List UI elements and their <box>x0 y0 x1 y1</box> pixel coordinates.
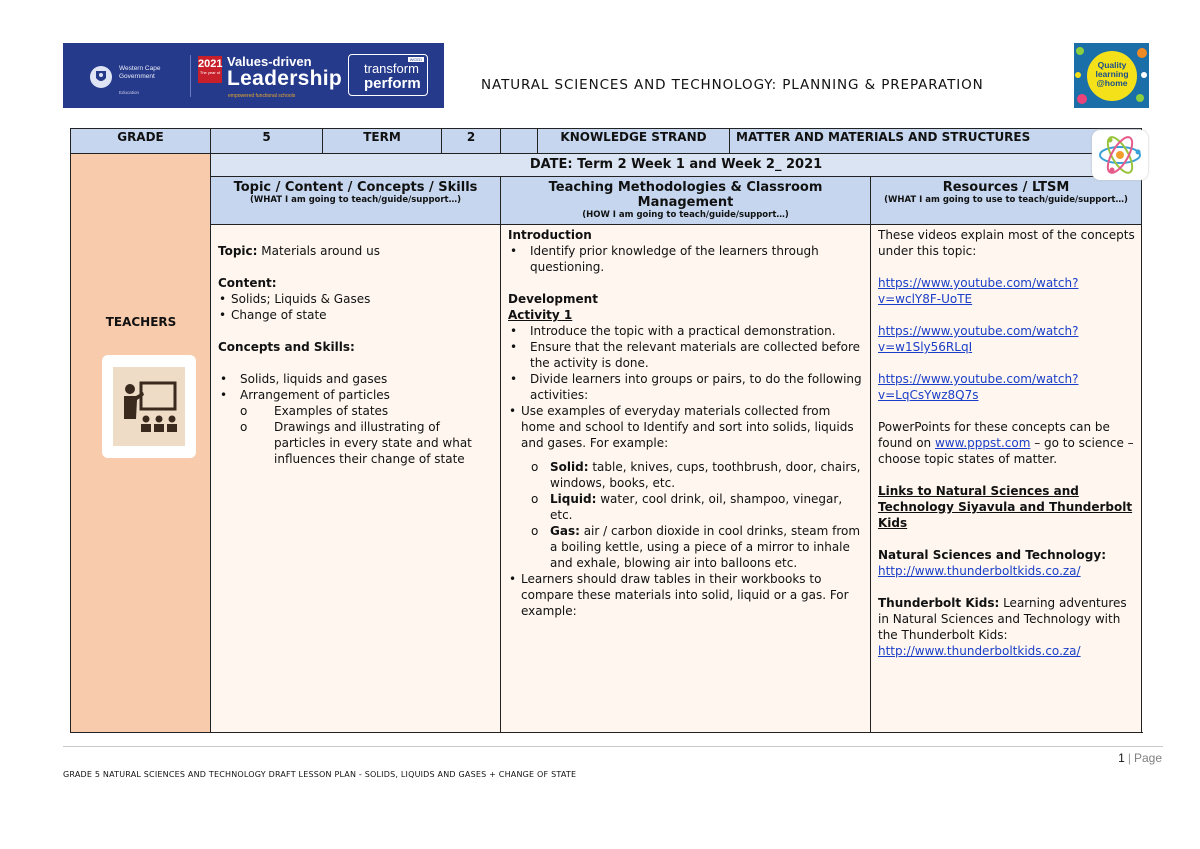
year-badge: 2021 The year of <box>198 56 222 83</box>
grade-label: GRADE <box>71 129 211 154</box>
knowledge-strand-label: KNOWLEDGE STRAND <box>538 129 730 154</box>
concepts-heading: Concepts and Skills: <box>218 340 355 355</box>
tables-list <box>508 571 866 619</box>
atom-icon-badge <box>1092 130 1148 180</box>
banner-tagline: empowered functional schools <box>228 93 296 99</box>
date-text: DATE: Term 2 Week 1 and Week 2_ 2021 <box>529 157 823 173</box>
methods-content-cell <box>501 225 871 733</box>
pppst-link[interactable]: www.pppst.com <box>934 436 1031 451</box>
thunderbolt-link-2[interactable]: http://www.thunderboltkids.co.za/ <box>878 644 1081 659</box>
list-item: o Drawings and illustrating of particles in every state and what influences their change of state <box>218 419 494 467</box>
list-item: • Introduce the topic with a practical demonstration. <box>508 323 866 339</box>
leadership-text: Leadership <box>227 67 343 90</box>
nst-label: Natural Sciences and Technology: <box>878 548 1106 563</box>
content-heading: Content: <box>218 276 277 291</box>
development-heading: Development <box>508 292 598 307</box>
activity-heading: Activity 1 <box>508 308 573 323</box>
thunderbolt-link-1[interactable]: http://www.thunderboltkids.co.za/ <box>878 564 1081 579</box>
list-item: • Identify prior knowledge of the learners through questioning. <box>508 243 866 275</box>
methods-column-header: Teaching Methodologies & Classroom Management (HOW I am going to teach/guide/support…) <box>501 177 871 225</box>
grade-value: 5 <box>211 129 323 154</box>
teacher-presentation-icon <box>113 367 185 446</box>
topic-column-header: Topic / Content / Concepts / Skills (WHAT I am going to teach/guide/support…) <box>211 177 501 225</box>
list-item: • Learners should draw tables in their workbooks to compare these materials into solid, liquid or a gas. For example: <box>508 571 866 619</box>
examples-list <box>508 459 866 571</box>
list-item: • Arrangement of particles <box>218 387 494 403</box>
wc-government-logo-text: Western Cape Government <box>119 65 161 80</box>
teachers-side-cell <box>71 154 211 733</box>
footer-divider <box>63 746 1163 747</box>
page-number: 1 | Page <box>1118 751 1162 765</box>
youtube-link-3[interactable]: https://www.youtube.com/watch?v=LqCsYwz8Q7s <box>878 372 1079 403</box>
introduction-heading: Introduction <box>508 228 592 243</box>
term-value: 2 <box>442 129 501 154</box>
wc-education-text: Education <box>119 90 140 95</box>
list-item: o Liquid: water, cool drink, oil, shampoo, vinegar, etc. <box>508 491 866 523</box>
teachers-label: TEACHERS <box>105 315 177 329</box>
lesson-plan-table <box>70 128 1142 733</box>
list-item: o Gas: air / carbon dioxide in cool drinks, steam from a boiling kettle, using a piece of a mirror to inhale and exhale, blowing air into balloons etc. <box>508 523 866 571</box>
list-item: • Ensure that the relevant materials are collected before the activity is done. <box>508 339 866 371</box>
list-item: o Examples of states <box>218 403 494 419</box>
column-headers-row <box>71 177 1142 225</box>
grade-term-row <box>71 129 1142 154</box>
qlh-badge: Quality learning @home <box>1087 51 1137 101</box>
topic-line: Topic: Materials around us <box>218 244 380 259</box>
youtube-link-2[interactable]: https://www.youtube.com/watch?v=w1Sly56RLqI <box>878 324 1079 355</box>
list-item: • Divide learners into groups or pairs, to do the following activities: <box>508 371 866 403</box>
atom-icon <box>1092 130 1148 180</box>
links-heading: Links to Natural Sciences and Technology Siyavula and Thunderbolt Kids <box>878 484 1133 531</box>
development-list <box>508 323 866 403</box>
teacher-icon <box>102 355 196 458</box>
quality-learning-at-home-logo <box>1074 43 1149 108</box>
list-item: • Solids, liquids and gases <box>218 371 494 387</box>
content-list <box>218 291 494 323</box>
date-row <box>71 154 1142 177</box>
topic-content-cell <box>211 225 501 733</box>
content-row <box>71 225 1142 733</box>
list-item: • Use examples of everyday materials collected from home and school to Identify and sort into solids, liquids and gases. For example: <box>508 403 866 451</box>
values-driven-leadership-banner <box>63 43 444 108</box>
date-cell <box>211 154 1142 177</box>
introduction-list <box>508 243 866 275</box>
term-label: TERM <box>323 129 442 154</box>
banner-divider <box>190 55 191 97</box>
coat-of-arms-icon <box>89 65 113 89</box>
powerpoints-text: PowerPoints for these concepts can be found on www.pppst.com – go to science – choose topic states of matter. <box>878 420 1134 467</box>
concepts-list <box>218 371 494 403</box>
footer-text: GRADE 5 NATURAL SCIENCES AND TECHNOLOGY DRAFT LESSON PLAN - SOLIDS, LIQUIDS AND GASES + CHANGE OF STATE <box>63 770 577 779</box>
values-driven-text: Values-driven <box>227 54 312 69</box>
resources-column-header: Resources / LTSM (WHAT I am going to use to teach/guide/support…) <box>871 177 1142 225</box>
list-item: • Change of state <box>218 307 494 323</box>
knowledge-strand-value: MATTER AND MATERIALS AND STRUCTURES <box>730 129 1142 154</box>
page-title: NATURAL SCIENCES AND TECHNOLOGY: PLANNING & PREPARATION <box>481 77 984 93</box>
everyday-materials-list <box>508 403 866 451</box>
videos-intro: These videos explain most of the concepts under this topic: <box>878 228 1135 259</box>
list-item: o Solid: table, knives, cups, toothbrush, door, chairs, windows, books, etc. <box>508 459 866 491</box>
concepts-sub-list <box>218 403 494 467</box>
list-item: • Solids; Liquids & Gases <box>218 291 494 307</box>
resources-content-cell <box>871 225 1142 733</box>
transform-perform-logo: WCED transform perform <box>348 54 428 96</box>
thunderbolt-description: Thunderbolt Kids: Learning adventures in Natural Sciences and Technology with the Thunderbolt Kids: <box>878 596 1127 643</box>
youtube-link-1[interactable]: https://www.youtube.com/watch?v=wclY8F-UoTE <box>878 276 1079 307</box>
